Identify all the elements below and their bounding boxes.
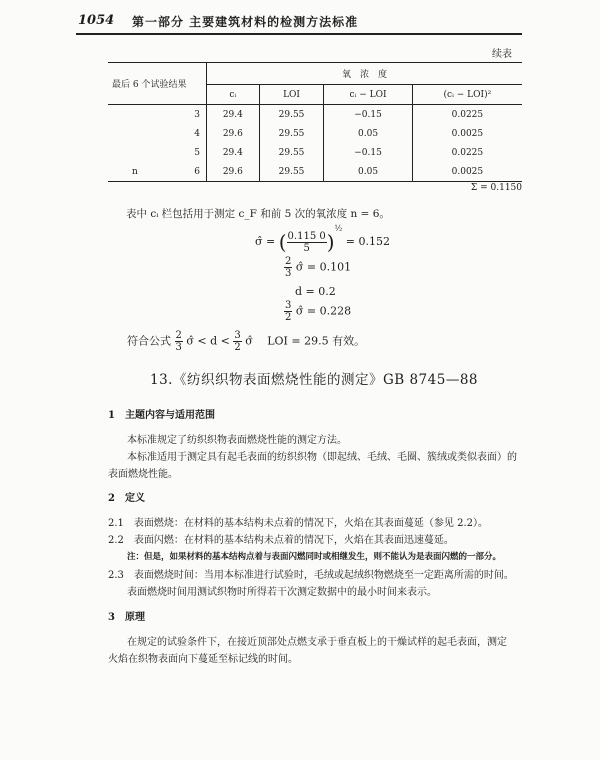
- section-3-paragraph-cont: 火焰在织物表面向下蔓延至标记线的时间。: [108, 654, 298, 665]
- row-index: 3: [194, 109, 200, 120]
- paren-open-icon: (: [278, 230, 287, 254]
- row-index: n 6: [132, 166, 200, 177]
- section-3-paragraph: 在规定的试验条件下，在接近顶部处点燃支承于垂直板上的干燥试样的起毛表面，测定: [127, 637, 507, 648]
- header-rule: [76, 33, 522, 35]
- definition-2-1: 2.1 表面燃烧：在材料的基本结构未点着的情况下，火焰在其表面蔓延（参见 2.2）。: [108, 518, 488, 529]
- section-1-paragraph-2: 本标准适用于测定具有起毛表面的纺织织物（即起绒、毛绒、毛圈、簇绒或类似表面）的: [127, 452, 517, 463]
- cell-ci: 29.4: [207, 143, 260, 162]
- cell-sq: 0.0025: [412, 124, 522, 143]
- formula-conclusion: 符合公式 $\frac{2}{3}$ σ̂ < d < $\frac{3}{2}$ σ̂ LOI = 29.5 有效。: [127, 330, 366, 353]
- formula-sigma: [255, 224, 390, 254]
- section-1-heading: 1 主题内容与适用范围: [108, 410, 215, 421]
- table-row-label: 最后 6 个试验结果: [112, 80, 187, 90]
- formula-sigma-exponent: ½: [334, 224, 343, 233]
- col-header-sq: (cᵢ − LOI)²: [412, 85, 522, 105]
- cell-loi: 29.55: [259, 124, 324, 143]
- formula-sigma-result: = 0.152: [345, 235, 391, 248]
- results-table: [108, 62, 522, 182]
- page-number: 1054: [78, 13, 115, 28]
- section-title: 13.《纺织织物表面燃烧性能的测定》GB 8745—88: [150, 372, 478, 388]
- table-note: 表中 cᵢ 栏包括用于测定 c_F 和前 5 次的氧浓度 n = 6。: [126, 208, 390, 220]
- cell-sq: 0.0225: [412, 105, 522, 125]
- cell-loi: 29.55: [259, 162, 324, 182]
- formula-sigma-fraction: $\frac{0.115 0}{5}$: [287, 230, 326, 254]
- cell-ci: 29.6: [207, 162, 260, 182]
- cell-diff: −0.15: [324, 143, 412, 162]
- section-3-heading: 3 原理: [108, 612, 145, 623]
- formula-three-halves: $\frac{3}{2}$ σ̂ = 0.228: [285, 300, 352, 323]
- col-header-diff: cᵢ − LOI: [324, 85, 412, 105]
- cell-ci: 29.4: [207, 105, 260, 125]
- table-row: [108, 105, 522, 125]
- cell-loi: 29.55: [259, 143, 324, 162]
- table-group-header: 氧 浓 度: [207, 63, 523, 85]
- cell-loi: 29.55: [259, 105, 324, 125]
- row-index: 5: [194, 147, 200, 158]
- cell-diff: 0.05: [324, 124, 412, 143]
- cell-diff: 0.05: [324, 162, 412, 182]
- table-row: [108, 162, 522, 182]
- definition-note: 注：但是，如果材料的基本结构点着与表面闪燃同时或相继发生，则不能认为是表面闪燃的一部分。: [127, 552, 502, 562]
- table-row: [108, 124, 522, 143]
- col-header-ci: cᵢ: [207, 85, 260, 105]
- paren-close-icon: ): [326, 230, 335, 254]
- section-2-heading: 2 定义: [108, 493, 145, 504]
- formula-d: d = 0.2: [295, 285, 336, 298]
- cell-diff: −0.15: [324, 105, 412, 125]
- col-header-loi: LOI: [259, 85, 324, 105]
- formula-sigma-lhs: σ̂ =: [255, 235, 276, 248]
- table-sum: Σ = 0.1150: [470, 183, 522, 193]
- cell-sq: 0.0225: [412, 143, 522, 162]
- row-index: 4: [194, 128, 200, 139]
- definition-2-3: 2.3 表面燃烧时间：当用本标准进行试验时，毛绒或起绒织物燃烧至一定距离所需的时间。: [108, 570, 514, 581]
- definition-2-3-cont: 表面燃烧时间用测试织物时所得若干次测定数据中的最小时间来表示。: [127, 587, 437, 598]
- definition-2-2: 2.2 表面闪燃：在材料的基本结构未点着的情况下，火焰在其表面迅速蔓延。: [108, 535, 454, 546]
- cell-ci: 29.6: [207, 124, 260, 143]
- section-1-paragraph-1: 本标准规定了纺织织物表面燃烧性能的测定方法。: [127, 435, 347, 446]
- continued-label: 续表: [492, 49, 512, 60]
- table-row: [108, 143, 522, 162]
- running-header: 第一部分 主要建筑材料的检测方法标准: [132, 15, 359, 29]
- formula-two-thirds: $\frac{2}{3}$ σ̂ = 0.101: [285, 256, 352, 279]
- section-1-paragraph-2-cont: 表面燃烧性能。: [108, 469, 178, 480]
- cell-sq: 0.0025: [412, 162, 522, 182]
